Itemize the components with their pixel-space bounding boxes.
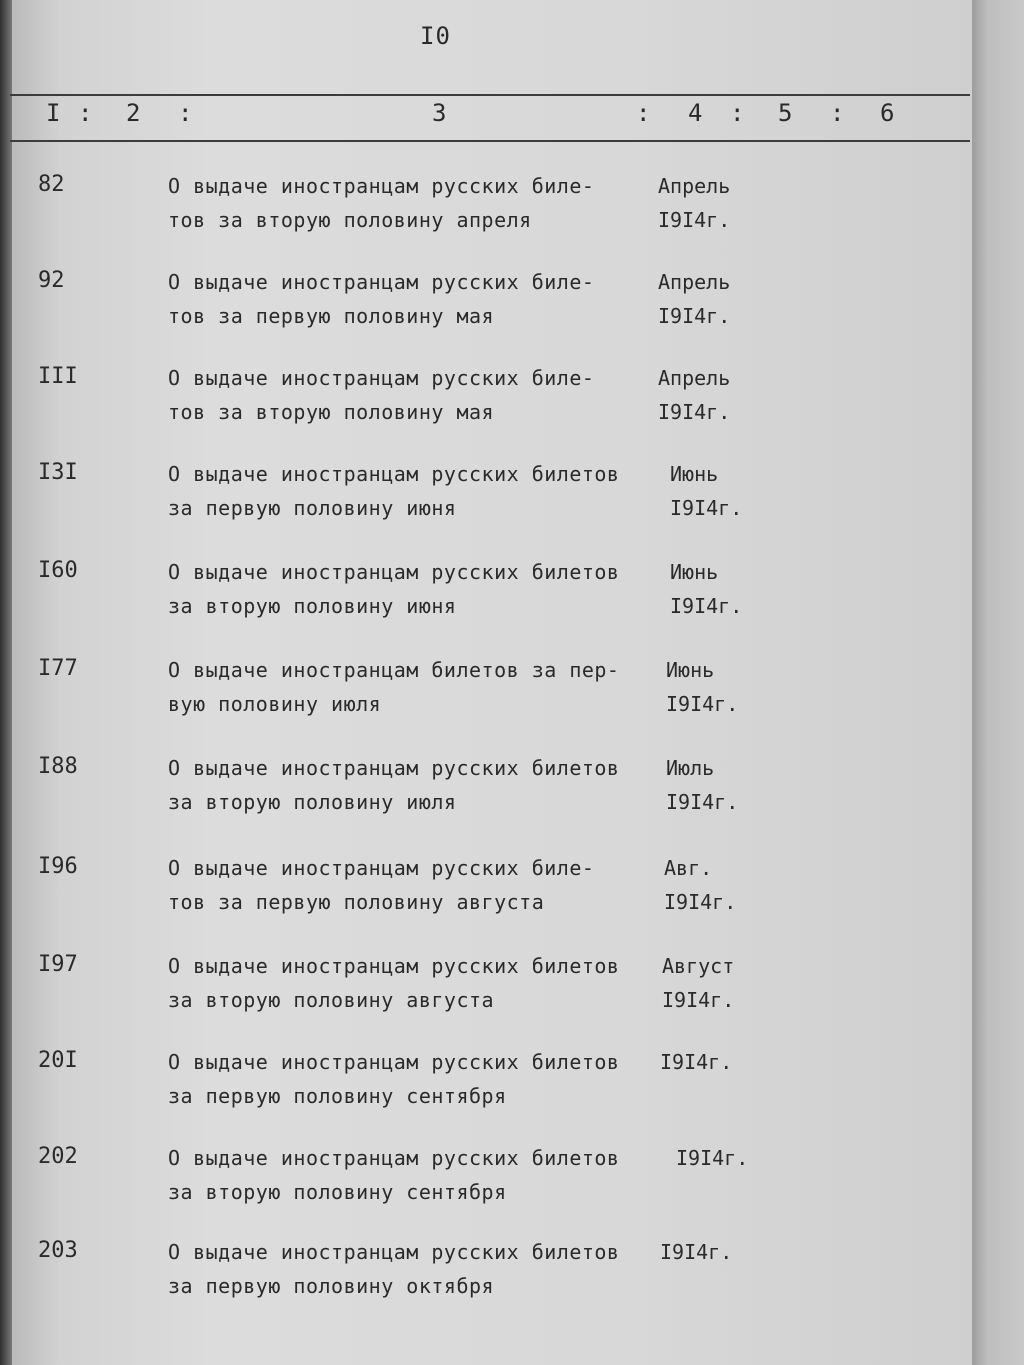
case-title-line-1: О выдаче иностранцам русских биле-	[168, 856, 595, 880]
case-number: 92	[38, 268, 65, 293]
case-number: I97	[38, 952, 78, 977]
column-separator: :	[636, 99, 651, 127]
list-item	[0, 852, 1014, 948]
list-item	[0, 362, 1014, 458]
list-item	[0, 1046, 1014, 1142]
case-title-line-1: О выдаче иностранцам русских билетов	[168, 954, 620, 978]
list-item	[0, 458, 1014, 554]
case-date-line-2: I9I4г.	[658, 400, 731, 424]
case-date-line-2: I9I4г.	[670, 594, 743, 618]
column-heading-2: 2	[126, 99, 141, 127]
case-number: I77	[38, 656, 78, 681]
column-heading-1: I	[46, 99, 61, 127]
case-date-line-2: I9I4г.	[658, 208, 731, 232]
case-number: 82	[38, 172, 65, 197]
case-number: 20I	[38, 1048, 78, 1073]
case-title-line-2: за вторую половину июня	[168, 594, 457, 618]
page-number: I0	[420, 22, 451, 50]
column-heading-4: 4	[688, 99, 703, 127]
case-title-line-2: за первую половину сентября	[168, 1084, 507, 1108]
list-item	[0, 266, 1014, 362]
case-title-line-2: вую половину июля	[168, 692, 382, 716]
case-title-line-2: за первую половину июня	[168, 496, 457, 520]
list-item	[0, 1142, 1014, 1238]
case-date-line-2: I9I4г.	[664, 890, 737, 914]
case-title-line-1: О выдаче иностранцам русских билетов	[168, 1240, 620, 1264]
case-date-line-1: I9I4г.	[660, 1050, 733, 1074]
list-item	[0, 752, 1014, 848]
header-bottom-rule	[10, 140, 970, 142]
case-title-line-1: О выдаче иностранцам русских биле-	[168, 270, 595, 294]
case-date-line-1: Авг.	[664, 856, 713, 880]
case-title-line-1: О выдаче иностранцам русских биле-	[168, 174, 595, 198]
case-number: I96	[38, 854, 78, 879]
list-item	[0, 556, 1014, 652]
case-date-line-1: Июль	[666, 756, 715, 780]
case-title-line-2: тов за первую половину мая	[168, 304, 495, 328]
case-date-line-2: I9I4г.	[662, 988, 735, 1012]
case-title-line-1: О выдаче иностранцам русских билетов	[168, 560, 620, 584]
case-date-line-1: Август	[662, 954, 735, 978]
case-date-line-1: Апрель	[658, 174, 731, 198]
column-heading-6: 6	[880, 99, 895, 127]
header-top-rule	[10, 94, 970, 96]
case-date-line-1: Апрель	[658, 366, 731, 390]
column-separator: :	[178, 99, 193, 127]
case-number: I88	[38, 754, 78, 779]
column-separator: :	[78, 99, 93, 127]
list-item	[0, 1236, 1014, 1332]
case-number: 202	[38, 1144, 78, 1169]
case-date-line-2: I9I4г.	[666, 692, 739, 716]
case-number: I3I	[38, 460, 78, 485]
case-title-line-1: О выдаче иностранцам русских билетов	[168, 462, 620, 486]
case-title-line-2: тов за вторую половину апреля	[168, 208, 532, 232]
column-separator: :	[730, 99, 745, 127]
list-item	[0, 654, 1014, 750]
case-title-line-2: за вторую половину августа	[168, 988, 495, 1012]
column-heading-5: 5	[778, 99, 793, 127]
case-number: 203	[38, 1238, 78, 1263]
case-title-line-1: О выдаче иностранцам русских билетов	[168, 756, 620, 780]
case-date-line-1: Июнь	[670, 462, 719, 486]
case-title-line-2: за вторую половину сентября	[168, 1180, 507, 1204]
list-item	[0, 170, 1014, 266]
case-title-line-2: за вторую половину июля	[168, 790, 457, 814]
column-separator: :	[830, 99, 845, 127]
case-title-line-1: О выдаче иностранцам русских билетов	[168, 1146, 620, 1170]
case-date-line-2: I9I4г.	[670, 496, 743, 520]
column-heading-3: 3	[432, 99, 447, 127]
case-date-line-1: Апрель	[658, 270, 731, 294]
case-number: III	[38, 364, 78, 389]
case-title-line-2: тов за первую половину августа	[168, 890, 545, 914]
case-date-line-1: Июнь	[666, 658, 715, 682]
case-date-line-1: I9I4г.	[676, 1146, 749, 1170]
case-title-line-1: О выдаче иностранцам билетов за пер-	[168, 658, 620, 682]
case-date-line-2: I9I4г.	[666, 790, 739, 814]
list-item	[0, 950, 1014, 1046]
case-date-line-2: I9I4г.	[658, 304, 731, 328]
case-title-line-2: за первую половину октября	[168, 1274, 495, 1298]
case-date-line-1: Июнь	[670, 560, 719, 584]
case-title-line-2: тов за вторую половину мая	[168, 400, 495, 424]
case-title-line-1: О выдаче иностранцам русских билетов	[168, 1050, 620, 1074]
case-number: I60	[38, 558, 78, 583]
case-title-line-1: О выдаче иностранцам русских биле-	[168, 366, 595, 390]
case-date-line-1: I9I4г.	[660, 1240, 733, 1264]
